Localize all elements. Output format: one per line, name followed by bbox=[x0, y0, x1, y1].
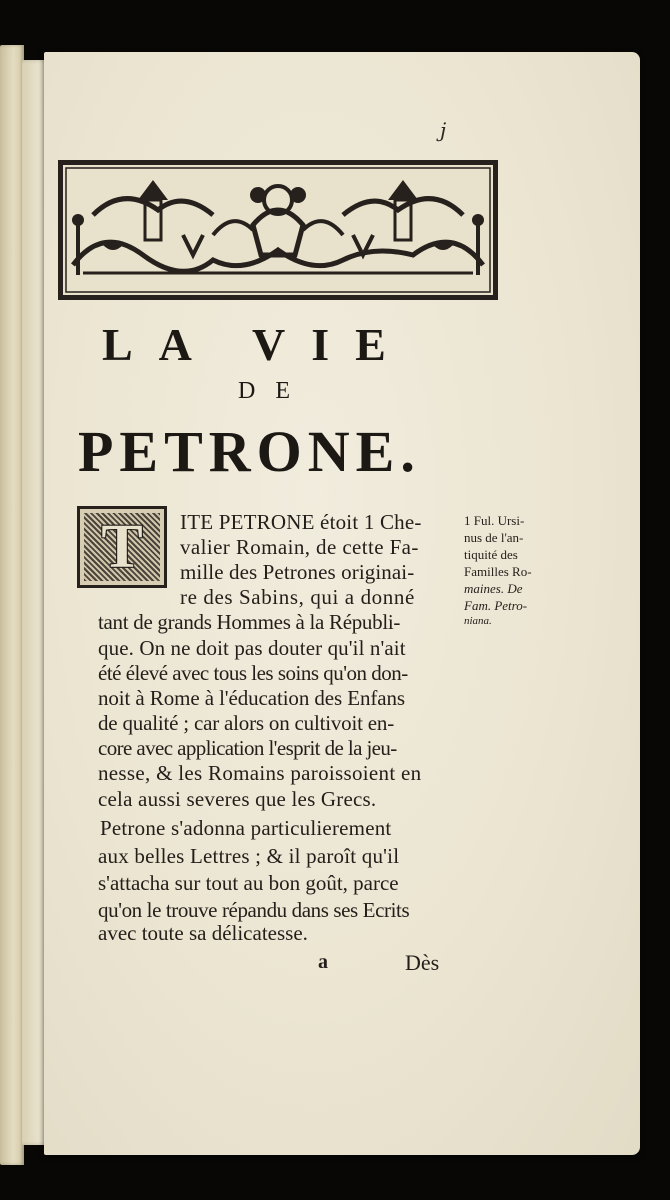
text-line: noit à Rome à l'éducation des Enfans bbox=[98, 686, 405, 710]
title-line-2: DE bbox=[238, 378, 310, 404]
text-line: avec toute sa délicatesse. bbox=[98, 921, 308, 945]
text-line: cela aussi severes que les Grecs. bbox=[98, 787, 377, 811]
drop-cap-ornament-icon bbox=[84, 513, 160, 581]
text-line: de qualité ; car alors on cultivoit en- bbox=[98, 711, 395, 735]
margin-note-line: maines. De bbox=[464, 581, 523, 596]
text-line: valier Romain, de cette Fa- bbox=[180, 535, 419, 559]
margin-note-line: nus de l'an- bbox=[464, 530, 524, 545]
title-line-3: PETRONE. bbox=[78, 419, 421, 484]
text-line: été élevé avec tous les soins qu'on don- bbox=[98, 661, 408, 685]
text-line: core avec application l'esprit de la jeu- bbox=[98, 736, 397, 760]
ornamental-headpiece bbox=[58, 160, 498, 300]
text-line: nesse, & les Romains paroissoient en bbox=[98, 761, 422, 785]
text-line: mille des Petrones originai- bbox=[180, 560, 415, 584]
text-line: aux belles Lettres ; & il paroît qu'il bbox=[98, 844, 400, 868]
margin-note-line: Fam. Petro- bbox=[464, 598, 528, 613]
margin-note-line: niana. bbox=[464, 615, 492, 627]
catchword: Dès bbox=[405, 950, 440, 975]
text-line: ITE PETRONE étoit 1 Che- bbox=[180, 510, 422, 534]
signature-letter: a bbox=[318, 951, 328, 973]
drop-cap-initial bbox=[77, 506, 167, 588]
text-line: s'attacha sur tout au bon goût, parce bbox=[98, 871, 399, 895]
text-line: Petrone s'adonna particulierement bbox=[100, 816, 392, 840]
headpiece-ornament-icon bbox=[63, 165, 493, 295]
margin-note-line: Familles Ro- bbox=[464, 564, 532, 579]
text-line: re des Sabins, qui a donné bbox=[180, 585, 415, 609]
signature-mark: j bbox=[440, 118, 447, 142]
text-line: tant de grands Hommes à la Républi- bbox=[98, 610, 401, 634]
drop-cap-letter: T bbox=[101, 513, 143, 581]
title-line-1: LA VIE bbox=[102, 319, 412, 370]
margin-note-line: tiquité des bbox=[464, 547, 518, 562]
margin-note-line: 1 Ful. Ursi- bbox=[464, 513, 525, 528]
text-line: qu'on le trouve répandu dans ses Ecrits bbox=[98, 898, 410, 922]
text-line: que. On ne doit pas douter qu'il n'ait bbox=[98, 636, 406, 660]
book-left-edge bbox=[0, 45, 24, 1165]
